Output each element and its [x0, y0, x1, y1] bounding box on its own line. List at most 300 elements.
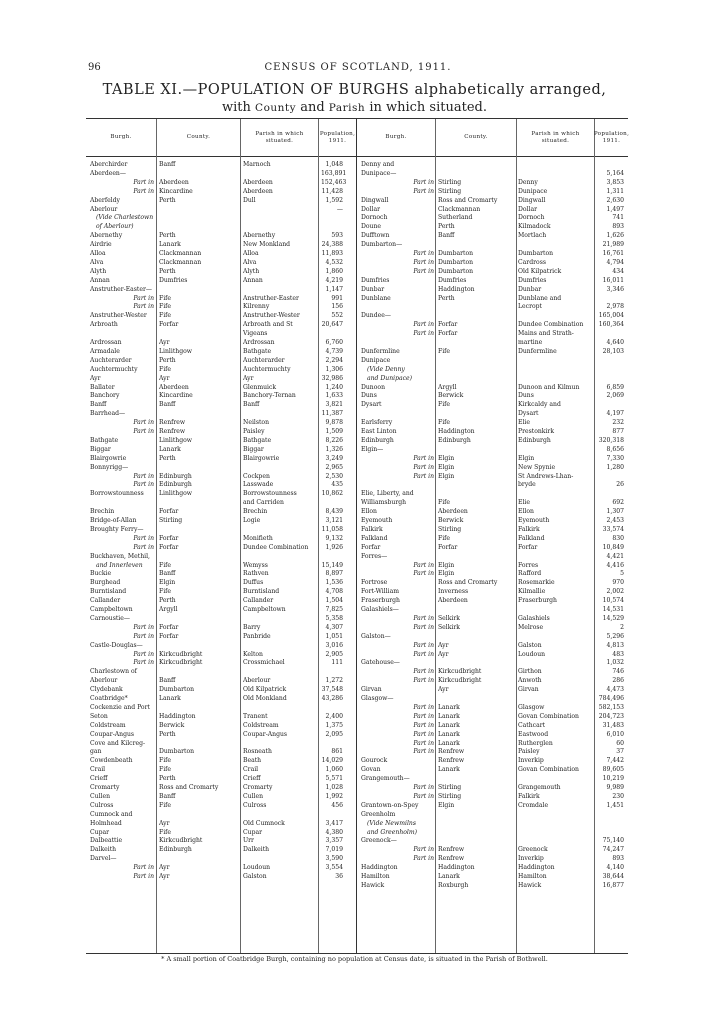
right-parish-cell: Kilmadock — [518, 223, 551, 231]
right-parish-cell: Falkirk — [518, 792, 540, 800]
left-population-cell: 2,965 — [325, 463, 343, 471]
left-population-cell: 36 — [335, 873, 343, 880]
right-population-cell: 10,219 — [602, 775, 624, 783]
left-population-cell: 5,571 — [325, 775, 343, 783]
left-burgh-cell: Bonnyrigg— — [90, 463, 129, 471]
left-parish-cell: Monifieth — [243, 534, 273, 542]
left-population-cell: 1,992 — [325, 792, 343, 800]
right-county-cell: Elgin — [438, 801, 455, 809]
right-population-cell: 1,497 — [606, 205, 624, 213]
right-parish-cell: Loudoun — [518, 650, 546, 658]
left-county-cell: Clackmannan — [159, 250, 202, 257]
right-parish-cell: Melrose — [518, 623, 544, 631]
right-parish-cell: Mains and Strath- — [518, 330, 574, 338]
right-county-cell: Lanark — [438, 712, 460, 720]
left-county-cell: Fife — [159, 303, 172, 311]
right-parish-cell: Dunblane and — [518, 294, 562, 302]
left-population-cell: 6,760 — [325, 339, 343, 346]
right-burgh-cell: Williamsburgh — [361, 499, 407, 507]
right-population-cell: 7,330 — [606, 454, 624, 462]
left-parish-cell: Auchtermuchty — [243, 365, 291, 373]
right-parish-cell: Grangemouth — [518, 784, 561, 791]
right-parish-cell: Prestonkirk — [518, 428, 555, 435]
right-burgh-cell: Part in — [413, 668, 434, 676]
left-burgh-cell: Blairgowrie — [90, 454, 127, 462]
right-county-cell: Forfar — [438, 321, 458, 329]
left-parish-cell: Crail — [243, 766, 259, 774]
right-burgh-cell: Earlsferry — [361, 419, 393, 427]
right-burgh-cell: Falkland — [361, 534, 388, 542]
right-burgh-cell: Part in — [413, 703, 434, 711]
left-county-cell: Ayr — [159, 819, 170, 827]
right-parish-cell: Dundee Combination — [518, 321, 584, 329]
right-parish-cell: Anwoth — [518, 677, 542, 685]
left-burgh-cell: Brechin — [90, 508, 115, 516]
left-parish-cell: Panbride — [243, 632, 271, 640]
right-county-cell: Perth — [438, 223, 455, 231]
right-population-cell: 2,630 — [606, 196, 624, 204]
left-population-cell: 11,058 — [321, 525, 343, 533]
left-parish-cell: Burntisland — [243, 588, 280, 596]
left-burgh-cell: Castle-Douglas— — [90, 641, 143, 649]
right-burgh-cell: Fraserburgh — [361, 597, 400, 605]
running-head: CENSUS OF SCOTLAND, 1911. — [264, 62, 452, 73]
right-population-cell: 582,153 — [598, 703, 624, 711]
left-population-cell: 11,893 — [321, 250, 343, 257]
left-burgh-cell: Part in — [133, 472, 154, 480]
left-burgh-cell: Cumnock and — [90, 810, 133, 818]
left-population-cell: 991 — [331, 294, 343, 302]
left-parish-cell: Logie — [243, 517, 261, 524]
right-burgh-cell: Hawick — [361, 881, 385, 889]
right-parish-cell: Ellon — [518, 508, 534, 516]
right-county-cell: Lanark — [438, 703, 460, 711]
right-parish-cell: Cathcart — [518, 721, 546, 729]
left-parish-cell: Brechin — [243, 508, 268, 516]
right-burgh-cell: Part in — [413, 623, 434, 631]
right-county-cell: Sutherland — [438, 214, 473, 222]
left-burgh-cell: Dalkeith — [90, 846, 117, 854]
right-population-cell: 4,794 — [606, 258, 624, 266]
left-population-cell: 1,504 — [325, 597, 343, 605]
right-population-cell: 10,574 — [602, 597, 624, 605]
left-county-cell: Renfrew — [159, 428, 186, 435]
right-parish-cell: martine — [518, 339, 543, 346]
left-population-cell: 1,509 — [325, 428, 343, 435]
right-population-cell: 2,978 — [606, 303, 624, 311]
right-burgh-cell: Glasgow— — [361, 695, 394, 702]
left-parish-cell: Aberlour — [243, 677, 271, 685]
right-population-cell: 8,656 — [606, 445, 624, 453]
left-population-cell: 1,048 — [325, 161, 343, 168]
left-county-cell: Ayr — [159, 864, 170, 872]
right-burgh-cell: Fortrose — [361, 579, 388, 587]
left-population-cell: 2,095 — [325, 730, 343, 738]
left-population-cell: 9,132 — [325, 534, 343, 542]
left-burgh-cell: Callander — [90, 597, 121, 605]
right-population-cell: 1,451 — [606, 801, 624, 809]
right-parish-cell: Dysart — [518, 410, 539, 418]
right-parish-cell: Inverkip — [518, 757, 544, 765]
left-county-cell: Perth — [159, 196, 176, 204]
left-population-cell: 43,286 — [321, 695, 343, 702]
right-burgh-cell: Elie, Liberty, and — [361, 490, 414, 498]
left-population-cell: 156 — [331, 303, 343, 311]
left-population-cell: 593 — [331, 232, 343, 240]
right-parish-cell: Dunipace — [518, 187, 548, 195]
left-population-cell: 163,891 — [321, 169, 347, 177]
left-parish-cell: Banchory-Ternan — [243, 392, 296, 400]
right-population-cell: 204,723 — [598, 712, 624, 720]
left-parish-cell: Tranent — [243, 712, 268, 720]
right-parish-cell: Kirkcaldy and — [518, 401, 561, 409]
left-parish-cell: Cockpen — [243, 472, 270, 480]
left-parish-cell: Marnoch — [243, 161, 271, 168]
right-parish-cell: bryde — [518, 481, 536, 489]
left-parish-cell: Alyth — [243, 267, 260, 275]
left-parish-cell: Alloa — [243, 250, 259, 257]
left-burgh-cell: Part in — [133, 481, 154, 489]
left-burgh-cell: and Innerleven — [96, 561, 143, 569]
right-county-cell: Forfar — [438, 330, 458, 338]
header-county: County. — [186, 134, 211, 140]
left-population-cell: 1,060 — [325, 766, 343, 774]
left-county-cell: Elgin — [159, 579, 176, 587]
right-burgh-cell: Part in — [413, 561, 434, 569]
left-parish-cell: Callander — [243, 597, 274, 605]
left-population-cell: 8,439 — [325, 508, 343, 516]
header-population-right: Population, 1911. — [593, 130, 630, 144]
right-population-cell: 893 — [612, 223, 624, 231]
right-parish-cell: Forres — [518, 561, 539, 569]
left-county-cell: Fife — [159, 757, 172, 765]
right-parish-cell: Haddington — [518, 864, 555, 872]
left-burgh-cell: Cromarty — [90, 784, 120, 791]
right-population-cell: 31,483 — [602, 721, 624, 729]
left-population-cell: 1,860 — [325, 267, 343, 275]
right-county-cell: Lanark — [438, 873, 460, 880]
right-population-cell: 4,813 — [606, 641, 624, 649]
left-parish-cell: Paisley — [243, 428, 265, 435]
left-population-cell: 1,326 — [325, 445, 343, 453]
left-parish-cell: Lasswade — [243, 481, 274, 489]
left-parish-cell: Annan — [243, 276, 263, 284]
left-parish-cell: Banff — [243, 401, 260, 409]
left-county-cell: Aberdeen — [159, 383, 189, 391]
left-parish-cell: Auchterarder — [243, 356, 285, 364]
right-population-cell: 970 — [612, 579, 624, 587]
left-parish-cell: Bathgate — [243, 347, 272, 355]
left-population-cell: 1,240 — [325, 383, 343, 391]
right-population-cell: 14,531 — [602, 606, 624, 613]
right-burgh-cell: Gatehouse— — [361, 659, 400, 667]
right-population-cell: 7,442 — [606, 757, 624, 765]
right-population-cell: 74,247 — [602, 846, 624, 854]
left-parish-cell: New Monkland — [243, 241, 291, 249]
right-burgh-cell: and Greenholm) — [367, 828, 418, 836]
right-population-cell: 4,140 — [606, 864, 624, 872]
left-county-cell: Ayr — [159, 339, 170, 346]
page-number: 96 — [88, 62, 101, 73]
left-county-cell: Kirkcudbright — [159, 837, 203, 845]
right-population-cell: 5,296 — [606, 632, 624, 640]
left-burgh-cell: gan — [90, 748, 102, 756]
column-rule — [318, 119, 319, 953]
left-burgh-cell: Clydebank — [90, 686, 123, 694]
right-burgh-cell: Part in — [413, 472, 434, 480]
left-parish-cell: Old Cumnock — [243, 819, 285, 827]
left-population-cell: 3,417 — [325, 819, 343, 827]
left-county-cell: Edinburgh — [159, 481, 192, 489]
left-burgh-cell: Holmhead — [90, 819, 122, 827]
right-burgh-cell: Dunblane — [361, 294, 391, 302]
right-county-cell: Aberdeen — [438, 508, 468, 516]
right-parish-cell: Elie — [518, 499, 530, 507]
left-county-cell: Kincardine — [159, 187, 193, 195]
right-burgh-cell: Edinburgh — [361, 436, 394, 444]
right-county-cell: Inverness — [438, 588, 469, 596]
header-rule — [86, 156, 628, 157]
left-county-cell: Fife — [159, 766, 172, 774]
right-parish-cell: Fraserburgh — [518, 597, 557, 605]
left-population-cell: 9,878 — [325, 419, 343, 427]
left-burgh-cell: Cullen — [90, 792, 111, 800]
right-population-cell: 4,421 — [606, 552, 624, 560]
left-county-cell: Lanark — [159, 241, 181, 249]
left-parish-cell: Borrowstounness — [243, 490, 297, 498]
left-population-cell: 456 — [331, 801, 343, 809]
left-population-cell: 152,463 — [321, 178, 347, 186]
right-burgh-cell: Girvan — [361, 686, 382, 694]
right-burgh-cell: Eyemouth — [361, 517, 393, 524]
left-parish-cell: Blairgowrie — [243, 454, 280, 462]
right-county-cell: Roxburgh — [438, 881, 469, 889]
left-population-cell: 37,548 — [321, 686, 343, 694]
left-burgh-cell: Alva — [90, 258, 104, 266]
right-county-cell: Ayr — [438, 686, 449, 694]
left-burgh-cell: Part in — [133, 178, 154, 186]
left-parish-cell: Aberdeen — [243, 187, 273, 195]
left-population-cell: 1,051 — [325, 632, 343, 640]
left-burgh-cell: Banff — [90, 401, 107, 409]
right-parish-cell: Denny — [518, 178, 538, 186]
left-county-cell: Dumbarton — [159, 748, 195, 756]
left-parish-cell: and Carriden — [243, 499, 284, 507]
right-population-cell: 4,473 — [606, 686, 624, 694]
left-burgh-cell: Part in — [133, 873, 154, 880]
left-burgh-cell: Coatbridge* — [90, 695, 128, 702]
left-parish-cell: Kilrenny — [243, 303, 270, 311]
right-parish-cell: Dingwall — [518, 196, 546, 204]
right-parish-cell: Girthon — [518, 668, 542, 676]
right-burgh-cell: Dunipace— — [361, 169, 397, 177]
left-parish-cell: Cullen — [243, 792, 264, 800]
right-population-cell: 75,140 — [602, 837, 624, 845]
left-burgh-cell: Alyth — [90, 267, 107, 275]
right-county-cell: Lanark — [438, 730, 460, 738]
left-parish-cell: Duffus — [243, 579, 264, 587]
right-population-cell: 6,859 — [606, 383, 624, 391]
left-population-cell: 1,633 — [325, 392, 343, 400]
right-population-cell: 3,853 — [606, 178, 624, 186]
left-burgh-cell: Borrowstounness — [90, 490, 144, 498]
left-burgh-cell: Broughty Ferry— — [90, 525, 144, 533]
right-parish-cell: Mortlach — [518, 232, 547, 240]
left-parish-cell: Vigeans — [243, 330, 268, 338]
left-population-cell: 1,592 — [325, 196, 343, 204]
left-county-cell: Renfrew — [159, 419, 186, 427]
left-parish-cell: Urr — [243, 837, 254, 845]
left-population-cell: 3,016 — [325, 641, 343, 649]
left-parish-cell: Dalkeith — [243, 846, 270, 854]
right-burgh-cell: Part in — [413, 250, 434, 257]
right-parish-cell: Dumfries — [518, 276, 547, 284]
right-population-cell: 1,626 — [606, 232, 624, 240]
left-county-cell: Ross and Cromarty — [159, 784, 219, 791]
right-parish-cell: Kilmallie — [518, 588, 546, 596]
column-rule — [516, 119, 517, 953]
right-burgh-cell: Dunoon — [361, 383, 385, 391]
right-parish-cell: New Spynie — [518, 463, 556, 471]
right-burgh-cell: Haddington — [361, 864, 398, 872]
left-burgh-cell: Part in — [133, 294, 154, 302]
left-parish-cell: Barry — [243, 623, 261, 631]
left-burgh-cell: Part in — [133, 659, 154, 667]
left-population-cell: 1,147 — [325, 285, 343, 293]
left-population-cell: 32,986 — [321, 374, 343, 382]
left-burgh-cell: Cove and Kilcreg- — [90, 739, 146, 747]
right-burgh-cell: Grantown-on-Spey — [361, 801, 419, 809]
left-population-cell: 861 — [331, 748, 343, 756]
left-parish-cell: Neilston — [243, 419, 270, 427]
right-population-cell: 5,164 — [606, 169, 624, 177]
left-population-cell: 1,272 — [325, 677, 343, 685]
right-county-cell: Clackmannan — [438, 205, 481, 213]
left-burgh-cell: Dalbeattie — [90, 837, 123, 845]
subtitle-and: and — [296, 100, 329, 115]
left-county-cell: Forfar — [159, 534, 179, 542]
left-county-cell: Perth — [159, 232, 176, 240]
left-county-cell: Fife — [159, 312, 172, 320]
left-parish-cell: Campbeltown — [243, 606, 286, 613]
right-county-cell: Elgin — [438, 570, 455, 578]
right-population-cell: 21,989 — [602, 241, 624, 249]
left-population-cell: 435 — [331, 481, 343, 489]
left-parish-cell: Ayr — [243, 374, 254, 382]
right-county-cell: Edinburgh — [438, 436, 471, 444]
right-population-cell: 692 — [612, 499, 624, 507]
right-population-cell: 14,529 — [602, 614, 624, 622]
left-burgh-cell: Cupar — [90, 828, 110, 836]
left-parish-cell: Loudoun — [243, 864, 271, 872]
left-burgh-cell: Part in — [133, 632, 154, 640]
left-burgh-cell: Crieff — [90, 775, 108, 783]
left-population-cell: 3,121 — [325, 517, 343, 524]
right-burgh-cell: Grangemouth— — [361, 775, 410, 783]
right-county-cell: Ross and Cromarty — [438, 579, 498, 587]
left-county-cell: Berwick — [159, 721, 185, 729]
left-parish-cell: Aberdeen — [243, 178, 273, 186]
column-rule — [156, 119, 157, 953]
left-county-cell: Perth — [159, 267, 176, 275]
right-population-cell: 746 — [612, 668, 624, 676]
right-burgh-cell: (Vide Denny — [367, 365, 405, 373]
right-county-cell: Perth — [438, 294, 455, 302]
left-county-cell: Lanark — [159, 445, 181, 453]
left-county-cell: Aberdeen — [159, 178, 189, 186]
left-parish-cell: Cupar — [243, 828, 263, 836]
right-burgh-cell: and Dunipace) — [367, 374, 413, 382]
left-parish-cell: Anstruther-Easter — [243, 294, 299, 302]
right-burgh-cell: Part in — [413, 730, 434, 738]
left-county-cell: Fife — [159, 588, 172, 596]
right-burgh-cell: Gourock — [361, 757, 388, 765]
subtitle-county: County — [255, 102, 297, 114]
right-county-cell: Banff — [438, 232, 455, 240]
right-parish-cell: Glasgow — [518, 703, 545, 711]
right-burgh-cell: Part in — [413, 721, 434, 729]
right-county-cell: Haddington — [438, 428, 475, 435]
right-county-cell: Fife — [438, 347, 451, 355]
right-county-cell: Fife — [438, 499, 451, 507]
subtitle-pre: with — [222, 100, 256, 115]
left-burgh-cell: Part in — [133, 650, 154, 658]
left-parish-cell: Culross — [243, 801, 267, 809]
left-population-cell: 4,739 — [325, 347, 343, 355]
left-burgh-cell: Burghead — [90, 579, 121, 587]
left-county-cell: Stirling — [159, 517, 183, 524]
left-county-cell: Perth — [159, 775, 176, 783]
right-county-cell: Fife — [438, 401, 451, 409]
left-burgh-cell: Bridge-of-Allan — [90, 517, 137, 524]
right-county-cell: Renfrew — [438, 748, 465, 756]
left-population-cell: 1,926 — [325, 543, 343, 551]
right-parish-cell: Govan Combination — [518, 712, 579, 720]
right-parish-cell: Dornoch — [518, 214, 545, 222]
left-population-cell: 20,647 — [321, 321, 343, 329]
left-burgh-cell: Ballater — [90, 383, 115, 391]
left-parish-cell: Ardrossan — [243, 339, 275, 346]
left-burgh-cell: Airdrie — [90, 241, 112, 249]
right-county-cell: Stirling — [438, 178, 462, 186]
right-burgh-cell: Part in — [413, 712, 434, 720]
right-county-cell: Stirling — [438, 792, 462, 800]
left-burgh-cell: Aberfeldy — [90, 196, 120, 204]
left-county-cell: Haddington — [159, 712, 196, 720]
right-county-cell: Haddington — [438, 864, 475, 872]
right-population-cell: 26 — [616, 481, 624, 489]
page-header — [88, 62, 628, 76]
right-burgh-cell: Galston— — [361, 632, 391, 640]
right-county-cell: Stirling — [438, 187, 462, 195]
left-population-cell: 24,388 — [321, 241, 343, 249]
right-county-cell: Dumbarton — [438, 267, 474, 275]
left-burgh-cell: Anstruther-Easter— — [90, 285, 152, 293]
right-parish-cell: Galston — [518, 641, 542, 649]
right-county-cell: Lanark — [438, 721, 460, 729]
left-burgh-cell: Aberlour — [90, 677, 118, 685]
left-parish-cell: Alva — [243, 258, 257, 266]
right-parish-cell: Falkirk — [518, 525, 540, 533]
left-population-cell: 111 — [331, 659, 343, 667]
right-population-cell: 38,644 — [602, 873, 624, 880]
left-burgh-cell: Armadale — [90, 347, 120, 355]
left-burgh-cell: Barrhead— — [90, 410, 126, 418]
left-parish-cell: Rathven — [243, 570, 269, 578]
right-county-cell: Selkirk — [438, 614, 460, 622]
header-county-right: County. — [464, 134, 488, 140]
left-population-cell: 2,400 — [325, 712, 343, 720]
